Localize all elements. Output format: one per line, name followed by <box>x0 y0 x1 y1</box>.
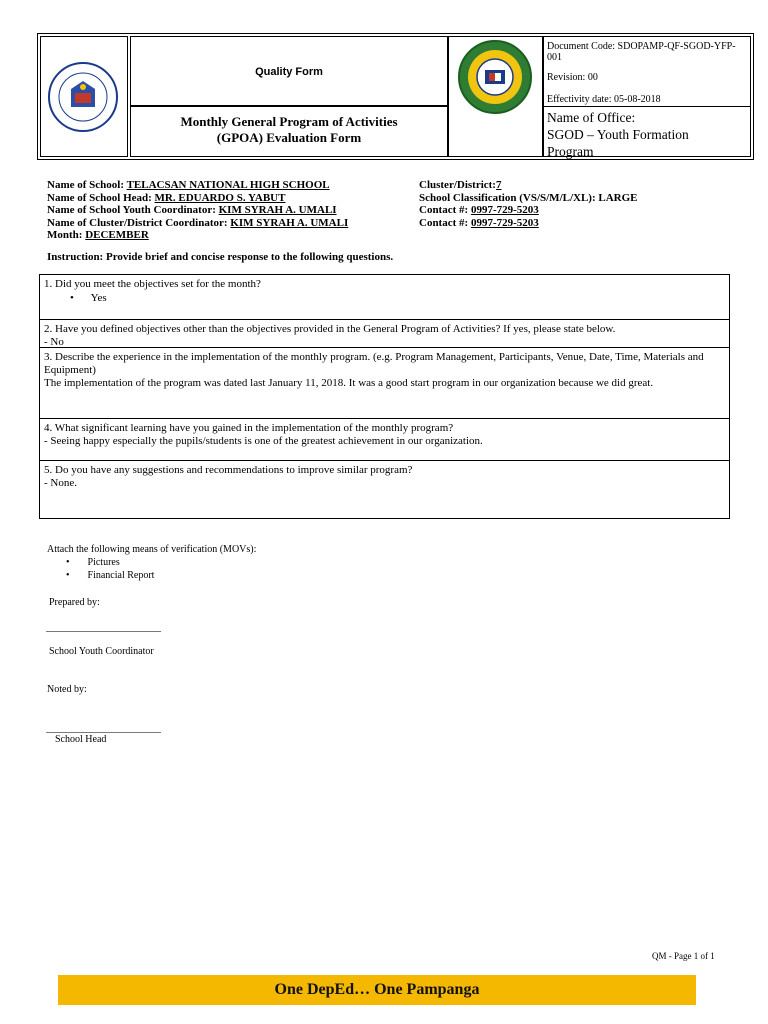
question-3: 3. Describe the experience in the implementation of the monthly program. (e.g. Program Management, Participants, Venue, Date, Time, Materials and Equipment) <box>44 351 704 376</box>
prepared-role: School Youth Coordinator <box>49 646 154 657</box>
quality-form-label: Quality Form <box>255 66 323 78</box>
bullet-icon: • <box>66 570 70 581</box>
month-row: Month: DECEMBER <box>47 229 149 241</box>
instruction: Instruction: Provide brief and concise response to the following questions. <box>47 251 394 263</box>
question-row-3 <box>40 348 729 419</box>
page-number: QM - Page 1 of 1 <box>652 951 715 961</box>
answer-3: The implementation of the program was dated last January 11, 2018. It was a good start program in our organization because we did great. <box>44 377 654 389</box>
cluster-coordinator: KIM SYRAH A. UMALI <box>230 216 349 229</box>
form-title <box>131 114 447 146</box>
quality-form-cell <box>130 36 448 106</box>
bullet-icon: • <box>70 292 74 304</box>
document-info-cell <box>543 36 751 157</box>
question-row-1 <box>40 275 729 320</box>
form-title-line2: (GPOA) Evaluation Form <box>216 130 362 145</box>
question-5: 5. Do you have any suggestions and recommendations to improve similar program? <box>44 464 413 476</box>
contact1-row: Contact #: 0997-729-5203 <box>419 204 539 216</box>
school-info-left <box>47 179 447 242</box>
cluster-coordinator-row: Name of Cluster/District Coordinator: KIM SYRAH A. UMALI <box>47 216 349 229</box>
answer-4: - Seeing happy especially the pupils/students is one of the greatest achievement in our organization. <box>44 435 483 447</box>
prepared-by-label: Prepared by: <box>49 597 100 608</box>
footer-slogan: One DepEd… One Pampanga <box>58 975 696 1005</box>
effectivity-date: Effectivity date: 05-08-2018 <box>547 94 661 105</box>
question-row-2 <box>40 320 729 348</box>
school-row: Name of School: TELACSAN NATIONAL HIGH SCHOOL <box>47 179 330 191</box>
mov-item-1: • Pictures <box>66 557 120 568</box>
youth-coordinator: KIM SYRAH A. UMALI <box>218 204 337 216</box>
month: DECEMBER <box>85 229 149 241</box>
noted-by-label: Noted by: <box>47 684 87 695</box>
answer-1: • Yes <box>70 292 107 304</box>
mov-item-2: • Financial Report <box>66 570 155 581</box>
cluster-row: Cluster/District:7 <box>419 179 502 191</box>
document-code: Document Code: SDOPAMP-QF-SGOD-YFP-001 <box>547 41 736 63</box>
school-classification: LARGE <box>598 191 638 204</box>
form-title-line1: Monthly General Program of Activities <box>180 114 398 129</box>
questions-table <box>39 274 730 519</box>
doc-divider <box>544 106 750 107</box>
answer-2: - No <box>44 336 64 348</box>
youth-coordinator-row: Name of School Youth Coordinator: KIM SYRAH A. UMALI <box>47 204 337 216</box>
school-head: MR. EDUARDO S. YABUT <box>154 191 286 204</box>
head-row: Name of School Head: MR. EDUARDO S. YABUT <box>47 191 286 204</box>
form-title-cell <box>130 106 448 157</box>
question-2: 2. Have you defined objectives other than the objectives provided in the General Program of Activities? If yes, please state below. <box>44 323 616 335</box>
school-name: TELACSAN NATIONAL HIGH SCHOOL <box>126 179 330 191</box>
header-table <box>37 33 754 160</box>
classification-row: School Classification (VS/S/M/L/XL): LARGE <box>419 191 638 204</box>
office-name: SGOD – Youth Formation Program <box>547 127 689 159</box>
question-row-5 <box>40 461 729 518</box>
question-1: 1. Did you meet the objectives set for the month? <box>44 278 261 290</box>
question-4: 4. What significant learning have you gained in the implementation of the monthly program? <box>44 422 454 434</box>
revision: Revision: 00 <box>547 72 598 83</box>
bullet-icon: • <box>66 557 70 568</box>
answer-5: - None. <box>44 477 77 489</box>
noted-role: School Head <box>55 734 107 745</box>
question-row-4 <box>40 419 729 461</box>
office-label: Name of Office: <box>547 110 636 125</box>
contact-2: 0997-729-5203 <box>470 216 539 229</box>
school-info-right <box>419 179 719 229</box>
movs-heading: Attach the following means of verification (MOVs): <box>47 544 257 555</box>
division-seal-cell <box>448 36 543 157</box>
contact2-row: Contact #: 0997-729-5203 <box>419 216 539 229</box>
deped-seal-cell <box>40 36 128 157</box>
contact-1: 0997-729-5203 <box>470 204 539 216</box>
noted-signature-line: _______________________ <box>46 723 161 734</box>
division-seal-logo <box>449 37 541 154</box>
deped-seal-logo <box>41 37 125 154</box>
prepared-signature-line: _______________________ <box>46 622 161 633</box>
cluster-district: 7 <box>495 179 502 191</box>
